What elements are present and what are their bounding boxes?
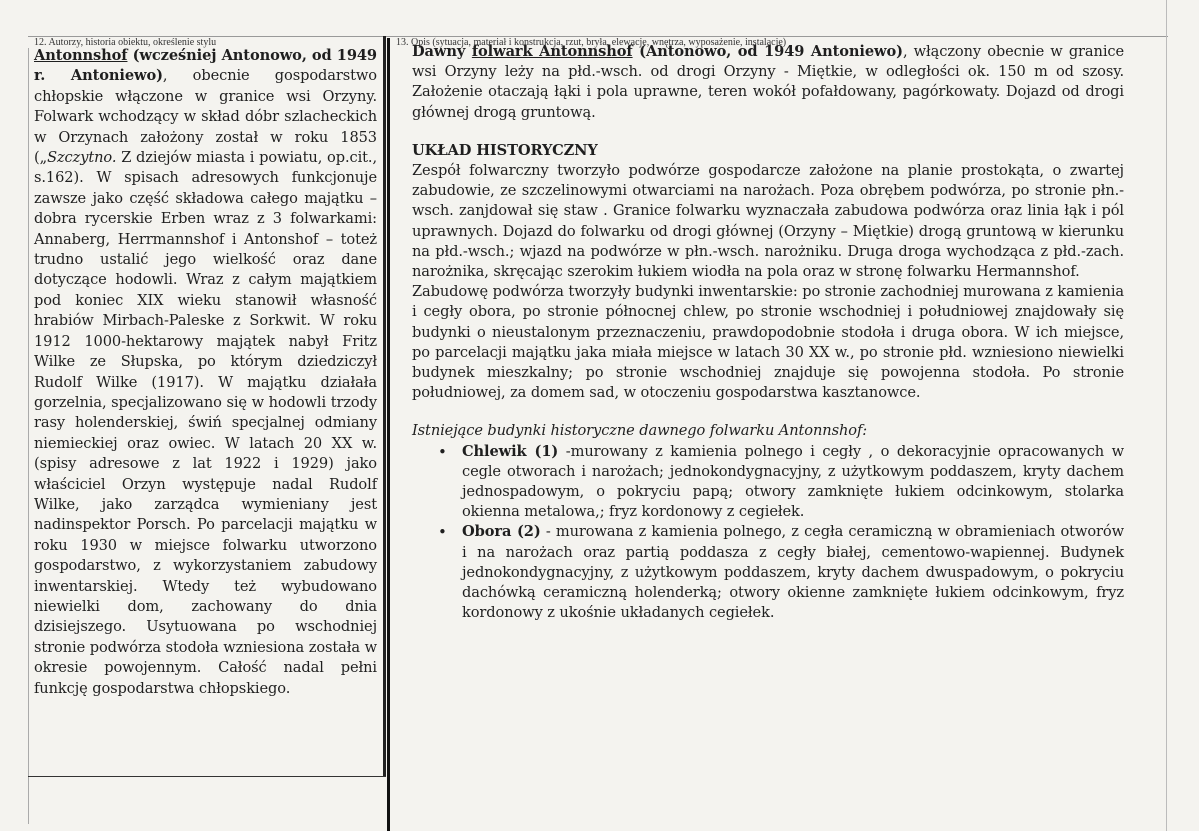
description-intro-text: , włączony obecnie w granice wsi Orzyny leży na płd.-wsch. od drogi Orzyny - Miętkie, w odległości ok. 150 m od szosy. Założenie otaczają łąki i pola uprawne, teren wokół pofałdowany, pagórkowaty. Dojazd od drogi głównej drogą gruntową.: [412, 43, 1125, 121]
buildings-list: [412, 442, 1124, 624]
column-divider-shadow: [383, 36, 386, 776]
left-border: [28, 48, 29, 824]
description-title-prefix: Dawny: [412, 43, 472, 60]
history-title-name: Antonnshof: [34, 47, 128, 64]
description-title-rest: (Antonowo, od 1949 Antoniewo): [632, 43, 903, 60]
description-title-name: folwark Antonnshof: [471, 43, 633, 60]
history-italic-ref: Szczytno.: [47, 149, 117, 167]
list-item: [462, 442, 1124, 523]
history-body: , obecnie gospodarstwo chłopskie włączone w granice wsi Orzyny. Folwark wchodzący w skład dóbr szlacheckich w Orzynach założony został w roku 1853 („: [34, 67, 377, 167]
buildings-list-intro: Istniejące budynki historyczne dawnego folwarku Antonnshof:: [412, 422, 868, 440]
building-name: Chlewik (1): [462, 442, 559, 460]
building-description: - murowana z kamienia polnego, z cegła ceramiczną w obramieniach otworów i na narożach oraz partią poddasza z cegły białej, cementowo-wapiennej. Budynek jednokondygnacyjny, z użytkowym poddaszem, kryty dachem dwuspadowym, o pokryciu dachówką ceramiczną holenderką; otwory okienne zamknięte łukiem odcinkowym, fryz kordonowy z ukośnie układanych cegiełek.: [462, 523, 1124, 622]
bottom-rule: [28, 776, 386, 777]
list-item: [462, 522, 1124, 623]
field-header-12: 12. Autorzy, historia obiektu, określenie stylu: [34, 37, 217, 48]
history-body-continued: Z dziejów miasta i powiatu, op.cit., s.162). W spisach adresowych funkcjonuje zawsze jako część składowa całego majątku – dobra rycerskie Erben wraz z 3 folwarkami: Annaberg, Herrmannshof i Antonshof – toteż trudno ustalić jego wielkość oraz dane dotyczące hodowli. Wraz z całym majątkiem pod koniec XIX wieku stanowił własność hrabiów Mirbach-Paleske z Sorkwit. W roku 1912 1000-hektarowy majątek nabył Fritz Wilke ze Słupska, po którym dziedziczył Rudolf Wilke (1917). W majątku działała gorzelnia, specjalizowano się w hodowli trzody rasy holenderskiej, świń specjalnej odmiany niemieckiej oraz owiec. W latach 20 XX w. (spisy adresowe z lat 1922 i 1929) jako właściciel Orzyn występuje nadal Rudolf Wilke, jako zarządca wymieniany jest nadinspektor Porsch. Po parcelacji majątku w roku 1930 w miejsce folwarku utworzono gospodarstwo, z wykorzystaniem zabudowy inwentarskiej. Wtedy też wybudowano niewielki dom, zachowany do dnia dzisiejszego. Usytuowana po wschodniej stronie podwórza stodoła wzniesiona została w okresie powojennym. Całość nadal pełni funkcję gospodarstwa chłopskiego.: [34, 149, 377, 697]
right-border: [1166, 0, 1167, 831]
section-paragraph-2: Zabudowę podwórza tworzyły budynki inwentarskie: po stronie zachodniej murowana z kamienia i cegły obora, po stronie północnej chlew, po stronie wschodniej i południowej znajdowały się budynki o nieustalonym przeznaczeniu, prawdopodobnie stodoła i druga obora. W ich miejsce, po parcelacji majątku jaka miała miejsce w latach 30 XX w., po stronie płd. wzniesiono niewielki budynek mieszkalny; po stronie wschodniej znajduje się powojenna stodoła. Po stronie południowej, za domem sad, w otoczeniu gospodarstwa kasztanowce.: [412, 283, 1124, 402]
section-heading: UKŁAD HISTORYCZNY: [412, 141, 598, 159]
section-paragraph-1: Zespół folwarczny tworzyło podwórze gospodarcze założone na planie prostokąta, o zwartej zabudowie, ze szczelinowymi otwarciami na narożach. Poza obrębem podwórza, po stronie płn.-wsch. zanjdował się staw . Granice folwarku wyznaczała zabudowa podwórza oraz linia łąk i pól uprawnych. Dojazd do folwarku od drogi głównej (Orzyny – Miętkie) drogą gruntową w kierunku na płd.-wsch.; wjazd na podwórze w płn.-wsch. narożniku. Druga droga wychodząca z płd.-zach. narożnika, skręcając szerokim łukiem wiodła na pola oraz w stronę folwarku Hermannshof.: [412, 162, 1124, 281]
description-column: [412, 42, 1124, 623]
building-name: Obora (2): [462, 523, 541, 541]
history-title-rest: (wcześniej Antonowo, od 1949 r. Antoniewo): [34, 47, 377, 85]
field-header-13: 13. Opis (sytuacja, materiał i konstrukcja, rzut, bryła, elewacje, wnętrza, wyposażenie, instalacje): [396, 37, 787, 48]
column-divider: [387, 38, 390, 831]
history-column: [34, 46, 377, 699]
building-description: -murowany z kamienia polnego i cegły , o dekoracyjnie opracowanych w cegle otworach i narożach; jednokondygnacyjny, z użytkowym poddaszem, kryty dachem jednospadowym, o pokryciu papą; otwory zamknięte łukiem odcinkowym, stolarka okienna metalowa,; fryz kordonowy z cegiełek.: [462, 442, 1124, 521]
description-intro: [412, 42, 1124, 123]
description-title: [412, 43, 903, 60]
